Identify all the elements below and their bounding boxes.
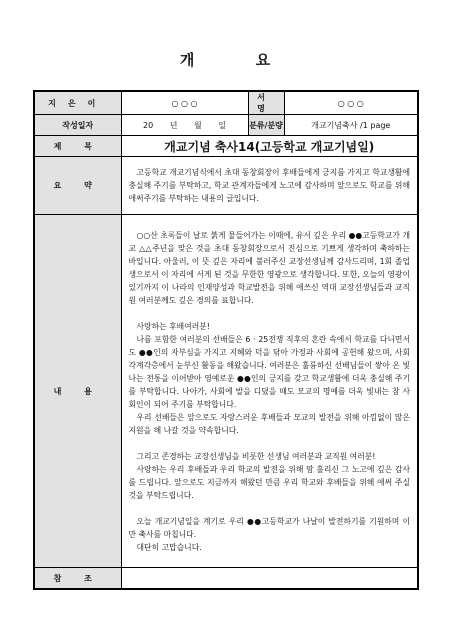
date-label: 작성일자 — [34, 115, 121, 136]
category-value: 개교기념축사 /1 page — [284, 115, 418, 136]
position-label: 서 명 — [248, 91, 284, 115]
reference-label: 참 조 — [34, 568, 121, 590]
author-label: 지은이 — [34, 91, 121, 115]
content-paragraph: 오늘 개교기념일을 계기로 우리 ●●고등학교가 나날이 발전하기를 기원하며 이만 축사를 마칩니다. — [128, 516, 410, 539]
content-paragraph: ○○산 초록들이 날로 붉게 물들어가는 이때에, 유서 깊은 우리 ●●고등학교가 개교 △△주년을 맞은 것을 초대 동창회장으로서 진심으로 기쁘게 생각하며 축하하는 바입니다. 아울러, 이 뜻 깊은 자리에 불러주신 교장선생님께 감사드리며, 1회 졸업생으로서 이 자리에 서게 된 것을 무한한 영광으로 생각합니다. 또한, 오늘의 영광이 있기까지 이 나라의 인재양성과 학교발전을 위해 애쓰신 역대 교장선생님들과 교직원 여러분께도 깊은 경의를 표합니다. — [128, 230, 410, 305]
paragraph-gap — [129, 437, 411, 450]
content-paragraph: 그리고 존경하는 교장선생님을 비롯한 선생님 여러분과 교직원 여러분! — [136, 451, 376, 461]
paragraph-gap — [129, 502, 411, 515]
subject-label: 제 목 — [34, 136, 121, 157]
category-label: 분류/분량 — [248, 115, 284, 136]
summary-text: 고등학교 개교기념식에서 초대 동창회장이 후배들에게 긍지를 가지고 학교생활에 충실해 주기를 부탁하고, 학교 관계자들에게 노고에 감사하며 앞으로도 학교를 위해 애써주기를 부탁하는 내용의 글입니다. — [128, 168, 410, 203]
content-paragraph: 우리 선배들은 앞으로도 자랑스러운 후배들과 모교의 발전을 위해 아낌없이 많은 지원을 해 나갈 것을 약속합니다. — [128, 412, 410, 435]
content-paragraph: 사랑하는 우리 후배들과 우리 학교의 발전을 위해 땀 흘리신 그 노고에 깊은 감사를 드립니다. 앞으로도 지금까지 해왔던 만큼 우리 학교와 후배들을 위해 애써 주실 것을 부탁드립니다. — [128, 464, 410, 500]
reference-value — [121, 568, 418, 590]
summary-table — [33, 90, 419, 590]
content-paragraph: 사랑하는 후배여러분! — [136, 321, 210, 331]
position-value: ○ ○ ○ — [284, 91, 418, 115]
content-label: 내 용 — [34, 215, 121, 568]
content-body — [122, 227, 418, 556]
date-value: 20 년 월 일 — [121, 115, 248, 136]
subject-value: 개교기념 축사14(고등학교 개교기념일) — [121, 136, 418, 157]
page-title: 개 요 — [179, 51, 299, 69]
author-value: ○ ○ ○ — [121, 91, 248, 115]
content-paragraph: 대단히 고맙습니다. — [136, 542, 202, 552]
content-paragraph: 나를 포함한 여러분의 선배들은 6 · 25전쟁 직후의 혼란 속에서 학교를 다니면서도 ●●인의 자부심을 가지고 지혜와 덕을 닦아 가정과 사회에 공헌해 왔으며, 사회 각계각층에서 눈부신 활동을 해왔습니다. 여러분은 훌륭하신 선배님들이 쌓아 온 빛나는 전통을 이어받아 영예로운 ●●인의 긍지를 갖고 학교생활에 더욱 충실해 주기를 부탁합니다. 나아가, 사회에 발을 디뎠을 때도 모교의 명예를 더욱 빛내는 참 사회인이 되어 주기를 부탁합니다. — [128, 334, 410, 409]
summary-label: 요 약 — [34, 157, 121, 215]
paragraph-gap — [129, 307, 411, 320]
summary-cell — [121, 157, 418, 215]
content-cell — [121, 215, 418, 568]
